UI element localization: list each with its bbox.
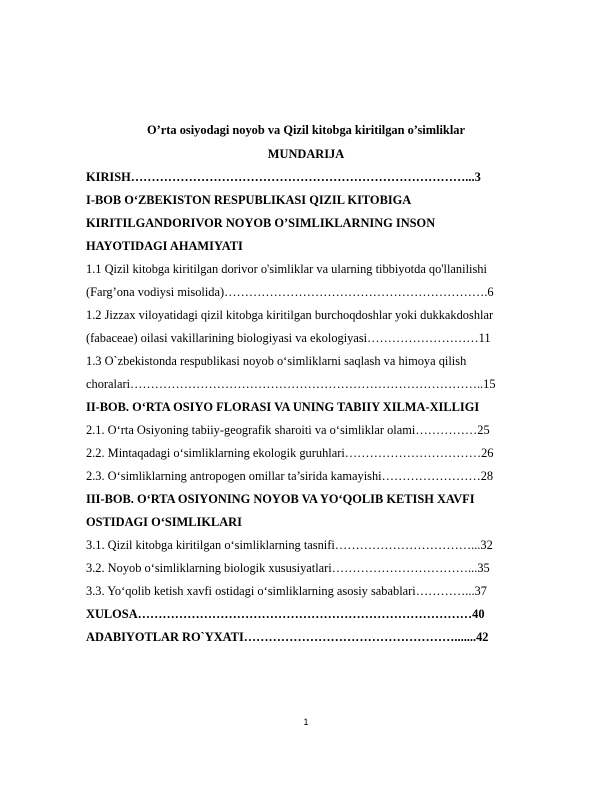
toc-chapter-2: II-BOB. O‘RTA OSIYO FLORASI VA UNING TABIIY XILMA-XILLIGI bbox=[86, 400, 480, 414]
toc-section-1-1-line-1: 1.1 Qizil kitobga kiritilgan dorivor o'simliklar va ularning tibbiyotda qo'llanilishi bbox=[86, 262, 487, 276]
toc-section-1-2-line-2: (fabaceae) oilasi vakillarining biologiyasi va ekologiyasi………………………11 bbox=[86, 331, 491, 345]
page-number: 1 bbox=[303, 717, 309, 727]
toc-section-3-3: 3.3. Yo‘qolib ketish xavfi ostidagi o‘simliklarning asosiy sabablari…………...37 bbox=[86, 584, 487, 598]
toc-entry-conclusion: XULOSA………………………………………………………………………40 bbox=[86, 607, 485, 621]
toc-section-2-3: 2.3. O‘simliklarning antropogen omillar ta’sirida kamayishi……………………28 bbox=[86, 469, 494, 483]
toc-chapter-1-line-2: KIRITILGANDORIVOR NOYOB O’SIMLIKLARNING INSON bbox=[86, 216, 436, 230]
toc-section-1-3-line-1: 1.3 O`zbekistonda respublikasi noyob o‘simliklarni saqlash va himoya qilish bbox=[86, 354, 467, 368]
toc-chapter-3-line-1: III-BOB. O‘RTA OSIYONING NOYOB VA YO‘QOLIB KETISH XAVFI bbox=[86, 492, 475, 506]
toc-section-1-1-line-2: (Farg’ona vodiysi misolida)……………………………………………………….6 bbox=[86, 285, 494, 299]
toc-section-1-3-line-2: choralari…………………………………………………………………………..15 bbox=[86, 377, 496, 391]
toc-heading: MUNDARIJA bbox=[267, 147, 345, 161]
toc-section-3-1: 3.1. Qizil kitobga kiritilgan o‘simliklarning tasnifi……………………………...32 bbox=[86, 538, 493, 552]
toc-section-2-2: 2.2. Mintaqadagi o‘simliklarning ekologik guruhlari……………………………26 bbox=[86, 446, 494, 460]
toc-section-1-2-line-1: 1.2 Jizzax viloyatidagi qizil kitobga kiritilgan burchoqdoshlar yoki dukkakdoshlar bbox=[86, 308, 494, 322]
document-title: O’rta osiyodagi noyob va Qizil kitobga kiritilgan o’simliklar bbox=[147, 123, 465, 137]
toc-section-2-1: 2.1. O‘rta Osiyoning tabiiy-geografik sharoiti va o‘simliklar olami……………25 bbox=[86, 423, 490, 437]
toc-entry-references: ADABIYOTLAR RO`YXATI…………………………………………….......42 bbox=[86, 630, 489, 644]
toc-chapter-1-line-3: HAYOTIDAGI AHAMIYATI bbox=[86, 239, 243, 253]
toc-chapter-1-line-1: I-BOB O‘ZBEKISTON RESPUBLIKASI QIZIL KITOBIGA bbox=[86, 193, 412, 207]
toc-chapter-3-line-2: OSTIDAGI O‘SIMLIKLARI bbox=[86, 515, 242, 529]
toc-section-3-2: 3.2. Noyob o‘simliklarning biologik xususiyatlari……………………………...35 bbox=[86, 561, 490, 575]
toc-entry-introduction: KIRISH………………………………………………………………………...3 bbox=[86, 170, 481, 184]
